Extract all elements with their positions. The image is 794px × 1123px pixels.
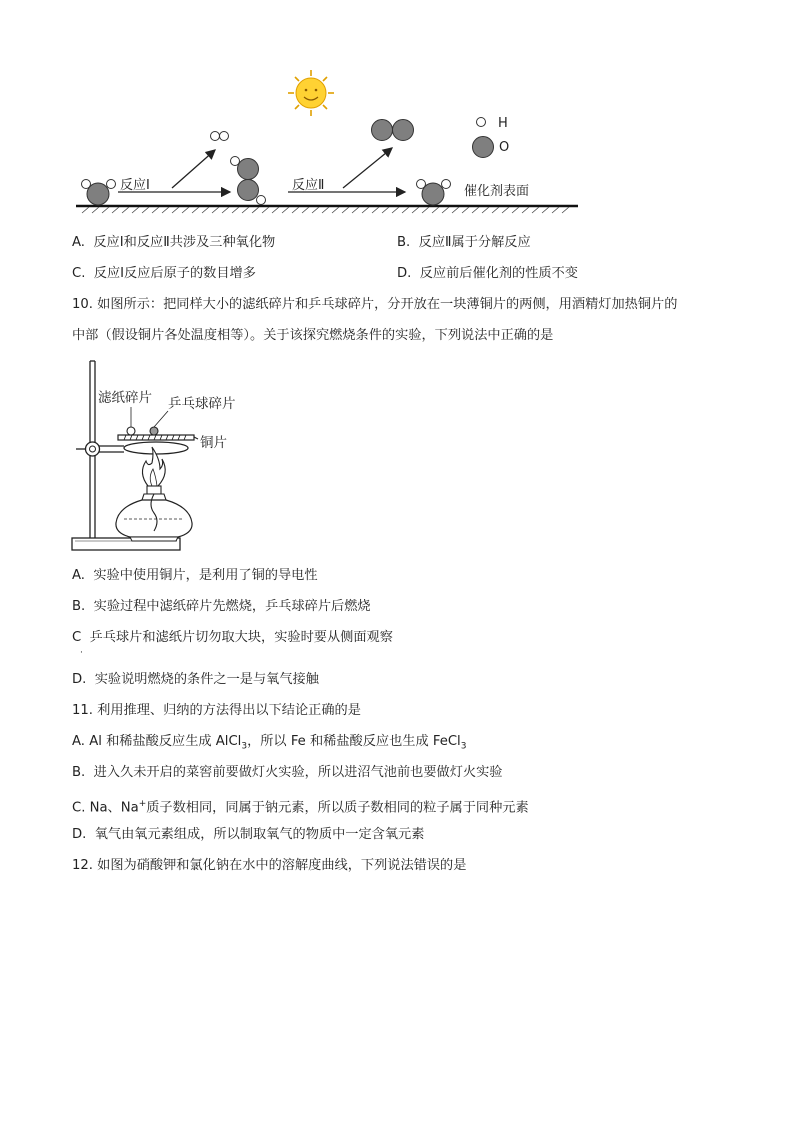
- stray-dot: ·: [80, 648, 83, 658]
- hydrogen-molecule: [211, 132, 229, 141]
- combustion-experiment-figure: [68, 355, 258, 560]
- reaction2-label: 反应Ⅱ: [292, 178, 325, 193]
- q10-option-d: D. 实验说明燃烧的条件之一是与氧气接触: [72, 672, 319, 687]
- water-molecule-left: [82, 180, 116, 206]
- legend-h-label: H: [498, 116, 508, 131]
- q9-option-c: C. 反应Ⅰ反应后原子的数目增多: [72, 266, 256, 281]
- q12-stem: 12. 如图为硝酸钾和氯化钠在水中的溶解度曲线，下列说法错误的是: [72, 858, 467, 873]
- q9-option-b: B. 反应Ⅱ属于分解反应: [397, 235, 531, 250]
- q11-option-b: B. 进入久未开启的菜窖前要做灯火实验，所以进沼气池前也要做灯火实验: [72, 765, 503, 780]
- atom-legend: [473, 116, 510, 158]
- legend-o-label: O: [499, 140, 510, 155]
- oxygen-molecule: [372, 120, 414, 141]
- sun-icon: [288, 70, 334, 116]
- q9-option-d: D. 反应前后催化剂的性质不变: [397, 266, 578, 281]
- label-copper: 铜片: [200, 435, 227, 451]
- flame-icon: [142, 447, 165, 486]
- q11-option-c: C. Na、Na+质子数相同，同属于钠元素，所以质子数相同的粒子属于同种元素: [72, 799, 529, 816]
- pingpong-piece: [150, 427, 158, 435]
- water-molecule-right: [417, 180, 451, 206]
- q11-option-a: A. Al 和稀盐酸反应生成 AlCl$_3$，所以 Fe 和稀盐酸反应也生成 FeCl$_3$: [72, 734, 467, 752]
- q11-option-d: D. 氧气由氧元素组成，所以制取氧气的物质中一定含氧元素: [72, 827, 425, 842]
- ring-support: [124, 442, 188, 454]
- q10-stem-line2: 中部（假设铜片各处温度相等）。关于该探究燃烧条件的实验，下列说法中正确的是: [72, 328, 554, 343]
- copper-sheet: [118, 435, 198, 440]
- q10-option-b: B. 实验过程中滤纸碎片先燃烧，乒乓球碎片后燃烧: [72, 599, 371, 614]
- catalyst-surface-label: 催化剂表面: [464, 184, 530, 199]
- catalyst-reaction-figure: [0, 0, 794, 230]
- hydrogen-peroxide-molecule: [231, 157, 266, 205]
- label-pingpong: 乒乓球碎片: [168, 396, 236, 412]
- filter-paper-piece: [127, 427, 135, 435]
- reaction2-arrow-diagonal: [343, 148, 392, 188]
- q11-stem: 11. 利用推理、归纳的方法得出以下结论正确的是: [72, 703, 361, 718]
- catalyst-surface: [76, 206, 578, 213]
- q9-option-a: A. 反应Ⅰ和反应Ⅱ共涉及三种氧化物: [72, 235, 276, 250]
- alcohol-lamp: [116, 486, 192, 541]
- q10-stem-line1: 10. 如图所示：把同样大小的滤纸碎片和乒乓球碎片，分开放在一块薄铜片的两侧，用酒精灯加热铜片的: [72, 297, 678, 312]
- reaction1-arrow-diagonal: [172, 150, 215, 188]
- label-filter-paper: 滤纸碎片: [98, 390, 152, 406]
- reaction1-label: 反应Ⅰ: [120, 178, 150, 193]
- q10-option-a: A. 实验中使用铜片，是利用了铜的导电性: [72, 568, 318, 583]
- stand-clamp: [76, 442, 124, 456]
- q10-option-c: C 乒乓球片和滤纸片切勿取大块，实验时要从侧面观察: [72, 630, 393, 645]
- leader-line-pingpong: [154, 411, 168, 427]
